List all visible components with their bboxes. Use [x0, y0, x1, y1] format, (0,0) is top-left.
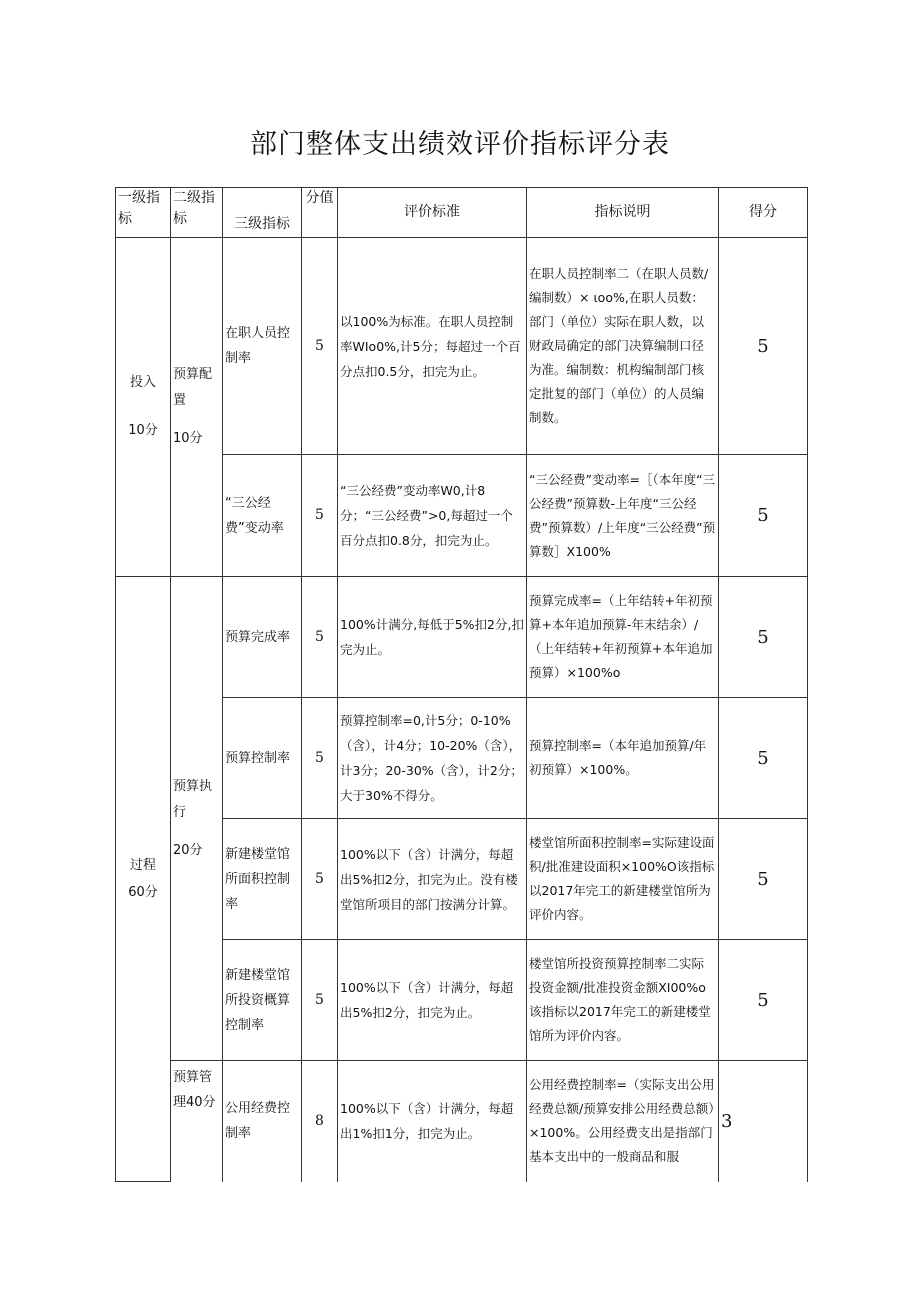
- description: 在职人员控制率二（在职人员数/编制数）× ιoo%,在职人员数：部门（单位）实际在职人数，以财政局确定的部门决算编制口径为准。编制数：机构编制部门核定批复的部门（单位）的人员编制数。: [527, 238, 719, 455]
- weight: 5: [302, 238, 338, 455]
- table-row: [116, 577, 808, 698]
- header-weight: 分值: [302, 188, 338, 238]
- indicator: 新建楼堂馆所投资概算控制率: [223, 940, 302, 1061]
- criteria: 100%以下（含）计满分，每超出1%扣1分，扣完为止。: [338, 1061, 527, 1182]
- weight: 5: [302, 940, 338, 1061]
- group-budget-exec: [171, 577, 223, 1061]
- header-level2: 二级指标: [171, 188, 223, 238]
- group-process: [116, 577, 171, 1182]
- criteria: “三公经费”变动率W0,计8分；“三公经费”>0,每超过一个百分点扣0.8分，扣完为止。: [338, 455, 527, 577]
- criteria: 100%以下（含）计满分，每超出5%扣2分，扣完为止。没有楼堂馆所项目的部门按满分计算。: [338, 819, 527, 940]
- description: 公用经费控制率=（实际支出公用经费总额/预算安排公用经费总额）×100%。公用经费支出是指部门基本支出中的一般商品和服: [527, 1061, 719, 1182]
- group-process-name: 过程: [129, 858, 156, 873]
- page-title: 部门整体支出绩效评价指标评分表: [250, 129, 670, 160]
- score: 5: [719, 455, 808, 577]
- indicator: “三公经费”变动率: [223, 455, 302, 577]
- criteria: 预算控制率=0,计5分；0-10%（含），计4分；10-20%（含），计3分；20-30%（含），计2分；大于30%不得分。: [338, 698, 527, 819]
- header-criteria: 评价标准: [338, 188, 527, 238]
- score-table: [115, 187, 808, 1182]
- description: 楼堂馆所面积控制率=实际建设面积/批准建设面积×100%O该指标以2017年完工的新建楼堂馆所为评价内容。: [527, 819, 719, 940]
- table-row: [116, 238, 808, 455]
- group-budget-exec-name: 预算执行: [173, 778, 213, 820]
- weight: 8: [302, 1061, 338, 1182]
- indicator: 预算完成率: [223, 577, 302, 698]
- criteria: 100%以下（含）计满分，每超出5%扣2分，扣完为止。: [338, 940, 527, 1061]
- weight: 5: [302, 698, 338, 819]
- description: 楼堂馆所投资预算控制率二实际投资金额/批准投资金额XI00%o该指标以2017年完工的新建楼堂馆所为评价内容。: [527, 940, 719, 1061]
- group-budget-exec-points: 20分: [173, 842, 203, 858]
- group-input-name: 投入: [129, 375, 156, 390]
- group-budget-config-name: 预算配置: [173, 367, 213, 408]
- criteria: 100%计满分,每低于5%扣2分,扣完为止。: [338, 577, 527, 698]
- table-row: [116, 1061, 808, 1182]
- group-input-points: 10分: [128, 423, 158, 438]
- weight: 5: [302, 455, 338, 577]
- group-budget-mgmt: 预算管理40分: [171, 1061, 223, 1182]
- description: “三公经费”变动率=［（本年度“三公经费”预算数-上年度“三公经费”预算数）/上年度“三公经费”预算数］X100%: [527, 455, 719, 577]
- header-description: 指标说明: [527, 188, 719, 238]
- weight: 5: [302, 577, 338, 698]
- header-score: 得分: [719, 188, 808, 238]
- indicator: 在职人员控制率: [223, 238, 302, 455]
- score: 5: [719, 940, 808, 1061]
- indicator: 公用经费控制率: [223, 1061, 302, 1182]
- indicator: 预算控制率: [223, 698, 302, 819]
- header-level3: 三级指标: [223, 188, 302, 238]
- score: 5: [719, 698, 808, 819]
- header-row: [116, 188, 808, 238]
- score: 5: [719, 577, 808, 698]
- indicator: 新建楼堂馆所面积控制率: [223, 819, 302, 940]
- score: 5: [719, 238, 808, 455]
- group-budget-config-points: 10分: [173, 431, 203, 446]
- group-process-points: 60分: [128, 885, 158, 900]
- header-level1: 一级指标: [116, 188, 171, 238]
- description: 预算完成率=（上年结转+年初预算+本年追加预算-年末结余）/（上年结转+年初预算+本年追加预算）×100%o: [527, 577, 719, 698]
- score: 5: [719, 819, 808, 940]
- score: 3: [719, 1061, 808, 1182]
- group-budget-config: [171, 238, 223, 577]
- weight: 5: [302, 819, 338, 940]
- group-input: [116, 238, 171, 577]
- criteria: 以100%为标准。在职人员控制率WIo0%,计5分；每超过一个百分点扣0.5分，扣完为止。: [338, 238, 527, 455]
- description: 预算控制率=（本年追加预算/年初预算）×100%。: [527, 698, 719, 819]
